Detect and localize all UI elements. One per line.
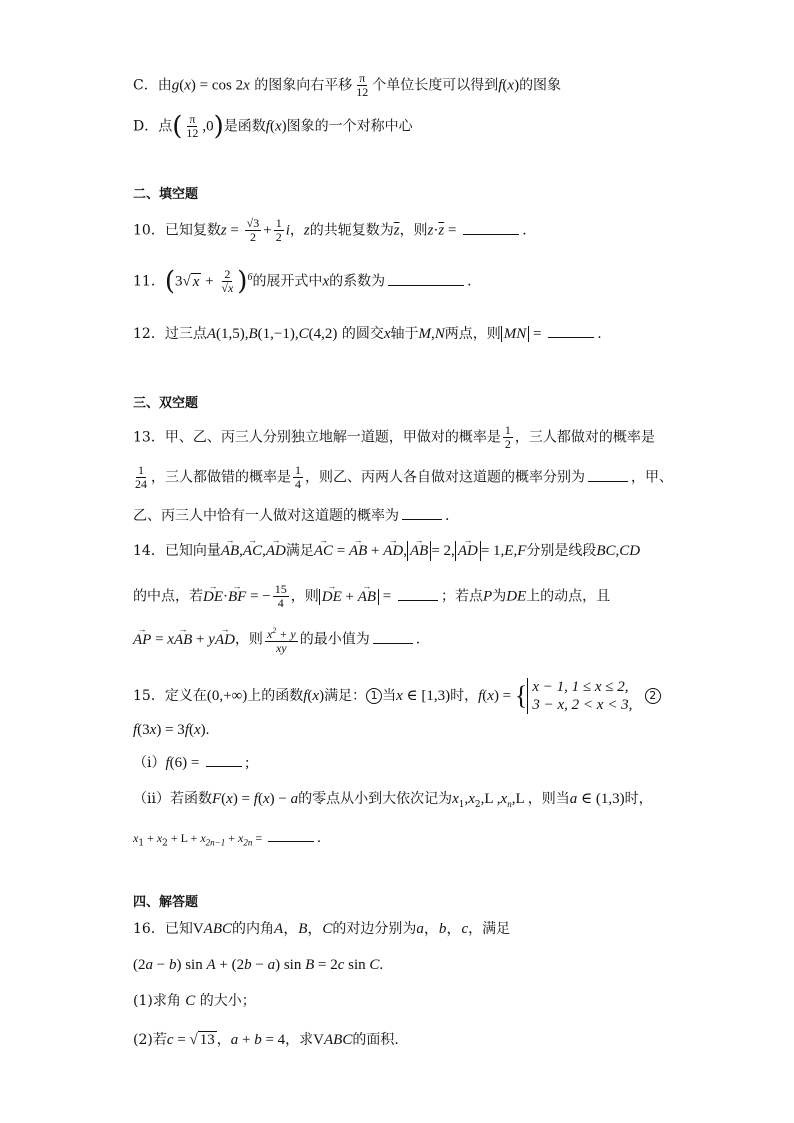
answer-blank[interactable] [268, 827, 314, 842]
section-solutions: 四、解答题 [133, 895, 199, 910]
circled-number-2: 2 [645, 688, 661, 704]
answer-blank[interactable] [388, 271, 464, 286]
question-16-part-2: (2)若c = √ 13 ，a + b = 4，求VABC的面积. [133, 1032, 399, 1048]
circled-number-1: 1 [366, 688, 382, 704]
question-14-line-3: → AP = x→ AB + y→ AD，则 $\frac{x^2 + y}{xy}$ 的最小值为 . [133, 624, 420, 655]
question-16-part-1: (1)求角 C 的大小； [133, 993, 256, 1009]
option-d: D．点( $\frac{\pi}{12}$ ,0)是函数f(x)图象的一个对称中心 [133, 111, 413, 142]
question-13-line-2: $\frac{1}{24}$ ，三人都做错的概率是 $\frac{1}{4}$ ，则乙、丙两人各自做对这道题的概率分别为 ，甲、 [135, 463, 673, 491]
question-15-part-ii: （ii）若函数F(x) = f(x) − a的零点从小到大依次记为$x_1,x_2,L$ $,x_n,L$ ，则当a ∈ (1,3)时， [133, 791, 653, 810]
answer-blank[interactable] [402, 505, 442, 520]
question-15-line-1: 15．定义在(0,+∞)上的函数f(x)满足： 1 当x ∈ [1,3)时，f(x) = { x − 1, 1 ≤ x ≤ 2, 3 − x, 2 < x < 3, 2 [133, 678, 661, 714]
option-c: C．由g(x) = cos 2x 的图象向右平移 $\frac{\pi}{12}$ 个单位长度可以得到f(x)的图象 [133, 71, 562, 99]
question-14-line-2: 的中点，若→ DE·→ BF = − $\frac{15}{4}$ ，则 → DE + → AB = ；若点P为DE上的动点，且 [133, 583, 610, 610]
answer-blank[interactable] [398, 586, 438, 601]
question-15-part-i: （i）f(6) = ; [133, 752, 249, 773]
question-15-sum: $x_1 + x_2 + L + x_{2n-1} + x_{2n}$ = . [133, 827, 321, 853]
question-15-condition-2: f(3x) = 3f(x). [133, 722, 210, 738]
question-12: 12．过三点A(1,5),B(1,−1),C(4,2) 的圆交x轴于M,N两点，则 MN = . [133, 323, 602, 344]
answer-blank[interactable] [463, 220, 519, 235]
question-16-line-1: 16．已知VABC的内角A，B，C的对边分别为a，b，c，满足 [133, 921, 511, 937]
section-double-blank: 三、双空题 [133, 396, 199, 411]
section-fill-blank: 二、填空题 [133, 187, 199, 202]
question-16-equation: (2a − b) sin A + (2b − a) sin B = 2c sin C. [133, 957, 384, 973]
question-14-line-1: 14．已知向量→ AB,→ AC,→ AD满足→ AC = → AB + → AD, → AB = 2, → AD = 1,E,F分别是线段BC,CD [133, 541, 640, 561]
question-13-line-1: 13．甲、乙、丙三人分别独立地解一道题，甲做对的概率是 $\frac{1}{2}$ ，三人都做对的概率是 [133, 423, 655, 451]
answer-blank[interactable] [548, 323, 594, 338]
answer-blank[interactable] [206, 752, 242, 767]
question-10: 10．已知复数z = $\frac{√3}{2}$ + $\frac{1}{2}$ i，z的共轭复数为$\overline{z}$，则$z\cdot\overline{z}$ = . [133, 216, 527, 244]
question-13-line-3: 乙、丙三人中恰有一人做对这道题的概率为 . [133, 505, 449, 526]
answer-blank[interactable] [588, 467, 628, 482]
answer-blank[interactable] [373, 629, 413, 644]
question-11: 11．(3√ x + $\frac{2}{√x}$ )$^6$的展开式中x的系数为 . [133, 266, 472, 297]
